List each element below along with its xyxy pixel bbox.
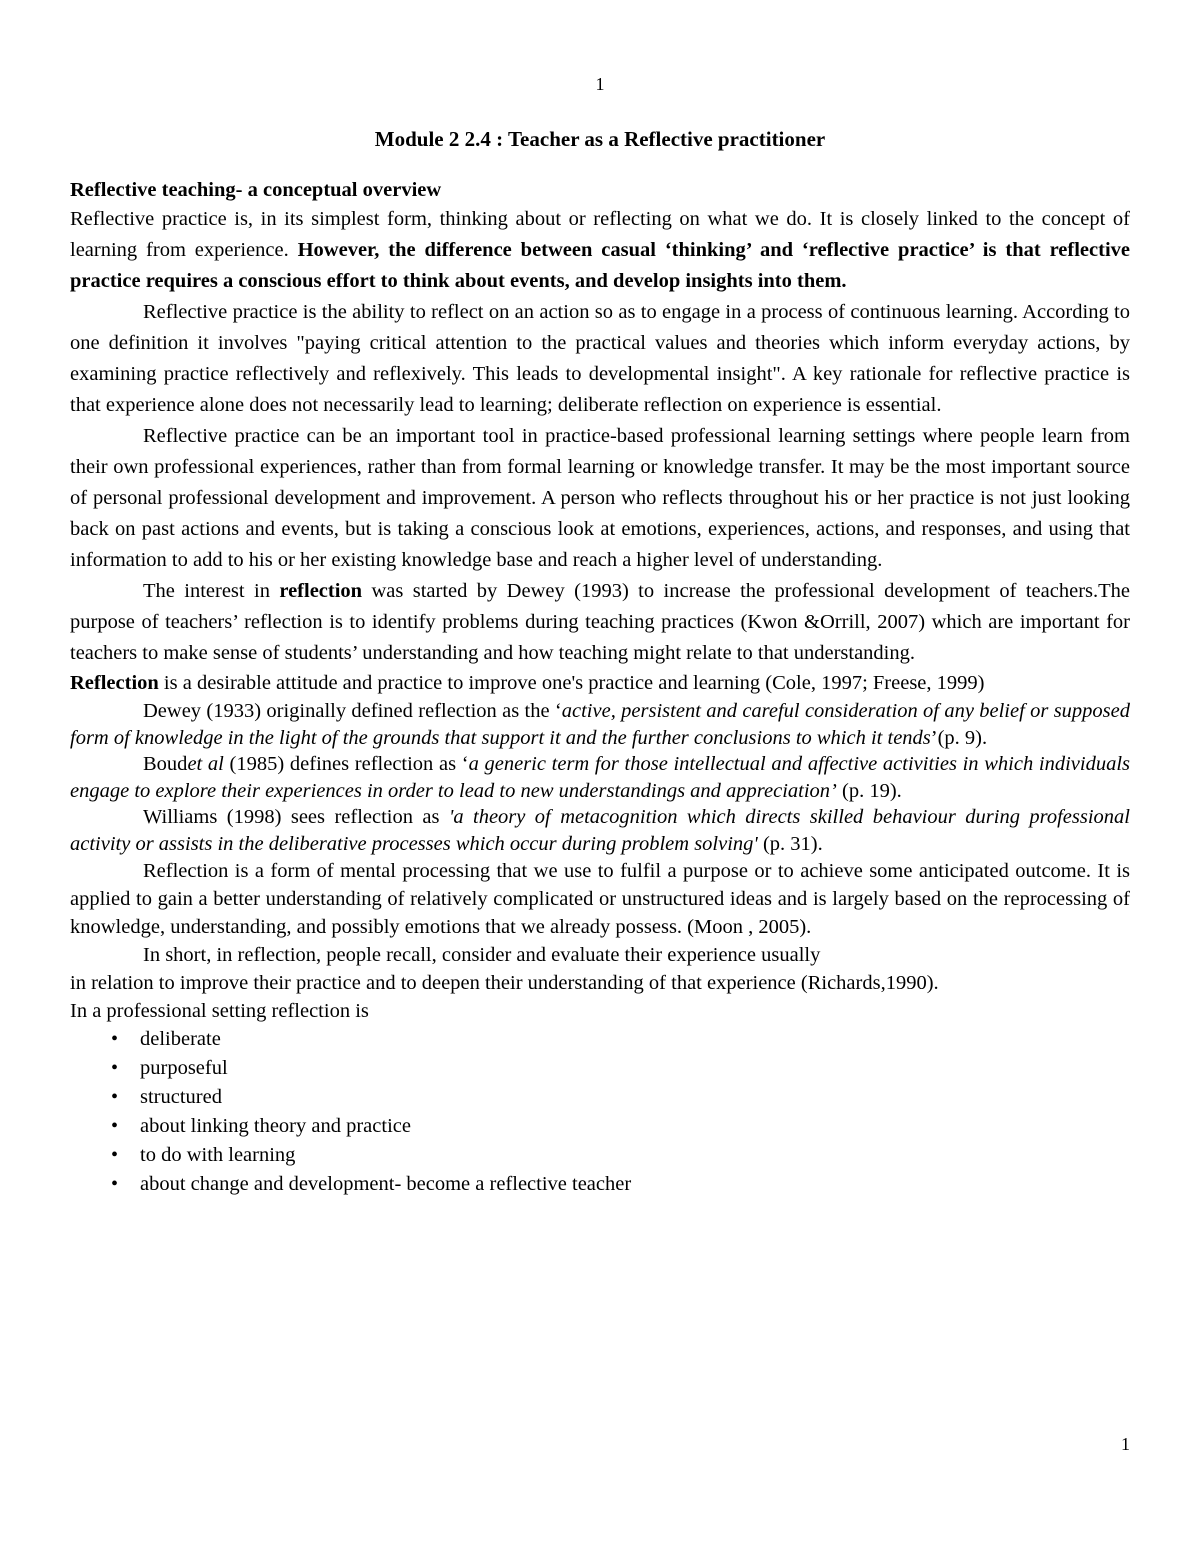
list-item: • about change and development- become a reflective teacher	[140, 1170, 1130, 1199]
paragraph-5	[70, 669, 1130, 698]
paragraph-7-italic: a generic term for those intellectual and affective activities in which individuals engage to explore their experiences in order to lead to new understandings and appreciation’	[70, 753, 1130, 802]
section-heading: Reflective teaching- a conceptual overview	[70, 179, 442, 201]
list-item: • structured	[140, 1083, 1130, 1112]
list-item: • to do with learning	[140, 1141, 1130, 1170]
document-body	[70, 124, 1130, 1199]
paragraph-8-italic: 'a theory of metacognition which directs skilled behaviour during professional activity or assists in the deliberative processes which occur during problem solving'	[70, 806, 1130, 855]
paragraph-5-post: is a desirable attitude and practice to improve one's practice and learning (Cole, 1997; Freese, 1999)	[158, 672, 985, 694]
paragraph-1	[70, 204, 1130, 297]
paragraph-4-post: was started by Dewey (1993) to increase the professional development of teachers.The purpose of teachers’ reflection is to identify problems during teaching practices (Kwon &Orrill, 2007) which are important for teachers to make sense of students’ understanding and how teaching might relate to that understanding.	[70, 580, 1130, 664]
paragraph-7-boud-quote	[70, 751, 1130, 804]
list-item: • deliberate	[140, 1025, 1130, 1054]
paragraph-2: Reflective practice is the ability to reflect on an action so as to engage in a process of continuous learning. According to one definition it involves "paying critical attention to the practical values and theories which inform everyday actions, by examining practice reflectively and reflexively. This leads to developmental insight". A key rationale for reflective practice is that experience alone does not necessarily lead to learning; deliberate reflection on experience is essential.	[70, 301, 1130, 416]
paragraph-7-pre: Boud	[143, 753, 188, 775]
list-item: • about linking theory and practice	[140, 1112, 1130, 1141]
paragraph-11: In a professional setting reflection is	[70, 1000, 369, 1022]
page-number-top: 1	[595, 74, 605, 94]
document-title: Module 2 2.4 : Teacher as a Reflective practitioner	[374, 127, 826, 151]
page-number-bottom: 1	[1121, 1434, 1130, 1454]
paragraph-10-line-1: In short, in reflection, people recall, consider and evaluate their experience usually	[143, 944, 821, 966]
paragraph-1-text: Reflective practice is, in its simplest form, thinking about or reflecting on what we do. It is closely linked to the concept of learning from experience.	[70, 208, 1130, 261]
paragraph-10-line-2: in relation to improve their practice and to deepen their understanding of that experience (Richards,1990).	[70, 972, 939, 994]
paragraph-3: Reflective practice can be an important tool in practice-based professional learning settings where people learn from their own professional experiences, rather than from formal learning or knowledge transfer. It may be the most important source of personal professional development and improvement. A person who reflects throughout his or her practice is not just looking back on past actions and events, but is taking a conscious look at emotions, experiences, actions, and responses, and using that information to add to his or her existing knowledge base and reach a higher level of understanding.	[70, 425, 1130, 571]
paragraph-1-bold: However, the difference between casual ‘thinking’ and ‘reflective practice’ is that reflective practice requires a conscious effort to think about events, and develop insights into them.	[70, 239, 1130, 292]
paragraph-4-bold: reflection	[279, 580, 363, 602]
paragraph-4-pre: The interest in	[143, 580, 280, 602]
paragraph-10	[70, 941, 1130, 997]
list-item: • purposeful	[140, 1054, 1130, 1083]
paragraph-4	[70, 576, 1130, 669]
paragraph-5-bold: Reflection	[70, 672, 159, 694]
paragraph-8-pre: Williams (1998) sees reflection as	[143, 806, 449, 828]
paragraph-7-mid: (1985) defines reflection as ‘	[223, 753, 469, 775]
paragraph-7-post: (p. 19).	[836, 779, 902, 802]
paragraph-8-williams-quote	[70, 804, 1130, 857]
paragraph-6-dewey-quote	[70, 698, 1130, 751]
paragraph-6-post: ’(p. 9).	[930, 726, 988, 749]
paragraph-8-post: (p. 31).	[757, 832, 823, 855]
paragraph-7-etal: et al	[187, 753, 224, 775]
paragraph-6-italic: active, persistent and careful consideration of any belief or supposed form of knowledge in the light of the grounds that support it and the further conclusions to which it tends	[70, 700, 1131, 749]
paragraph-6-pre: Dewey (1933) originally defined reflection as the ‘	[143, 700, 562, 722]
paragraph-9: Reflection is a form of mental processing that we use to fulfil a purpose or to achieve some anticipated outcome. It is applied to gain a better understanding of relatively complicated or unstructured ideas and is largely based on the reprocessing of knowledge, understanding, and possibly emotions that we already possess. (Moon , 2005).	[70, 860, 1130, 938]
reflection-characteristics-list	[70, 1025, 1130, 1199]
